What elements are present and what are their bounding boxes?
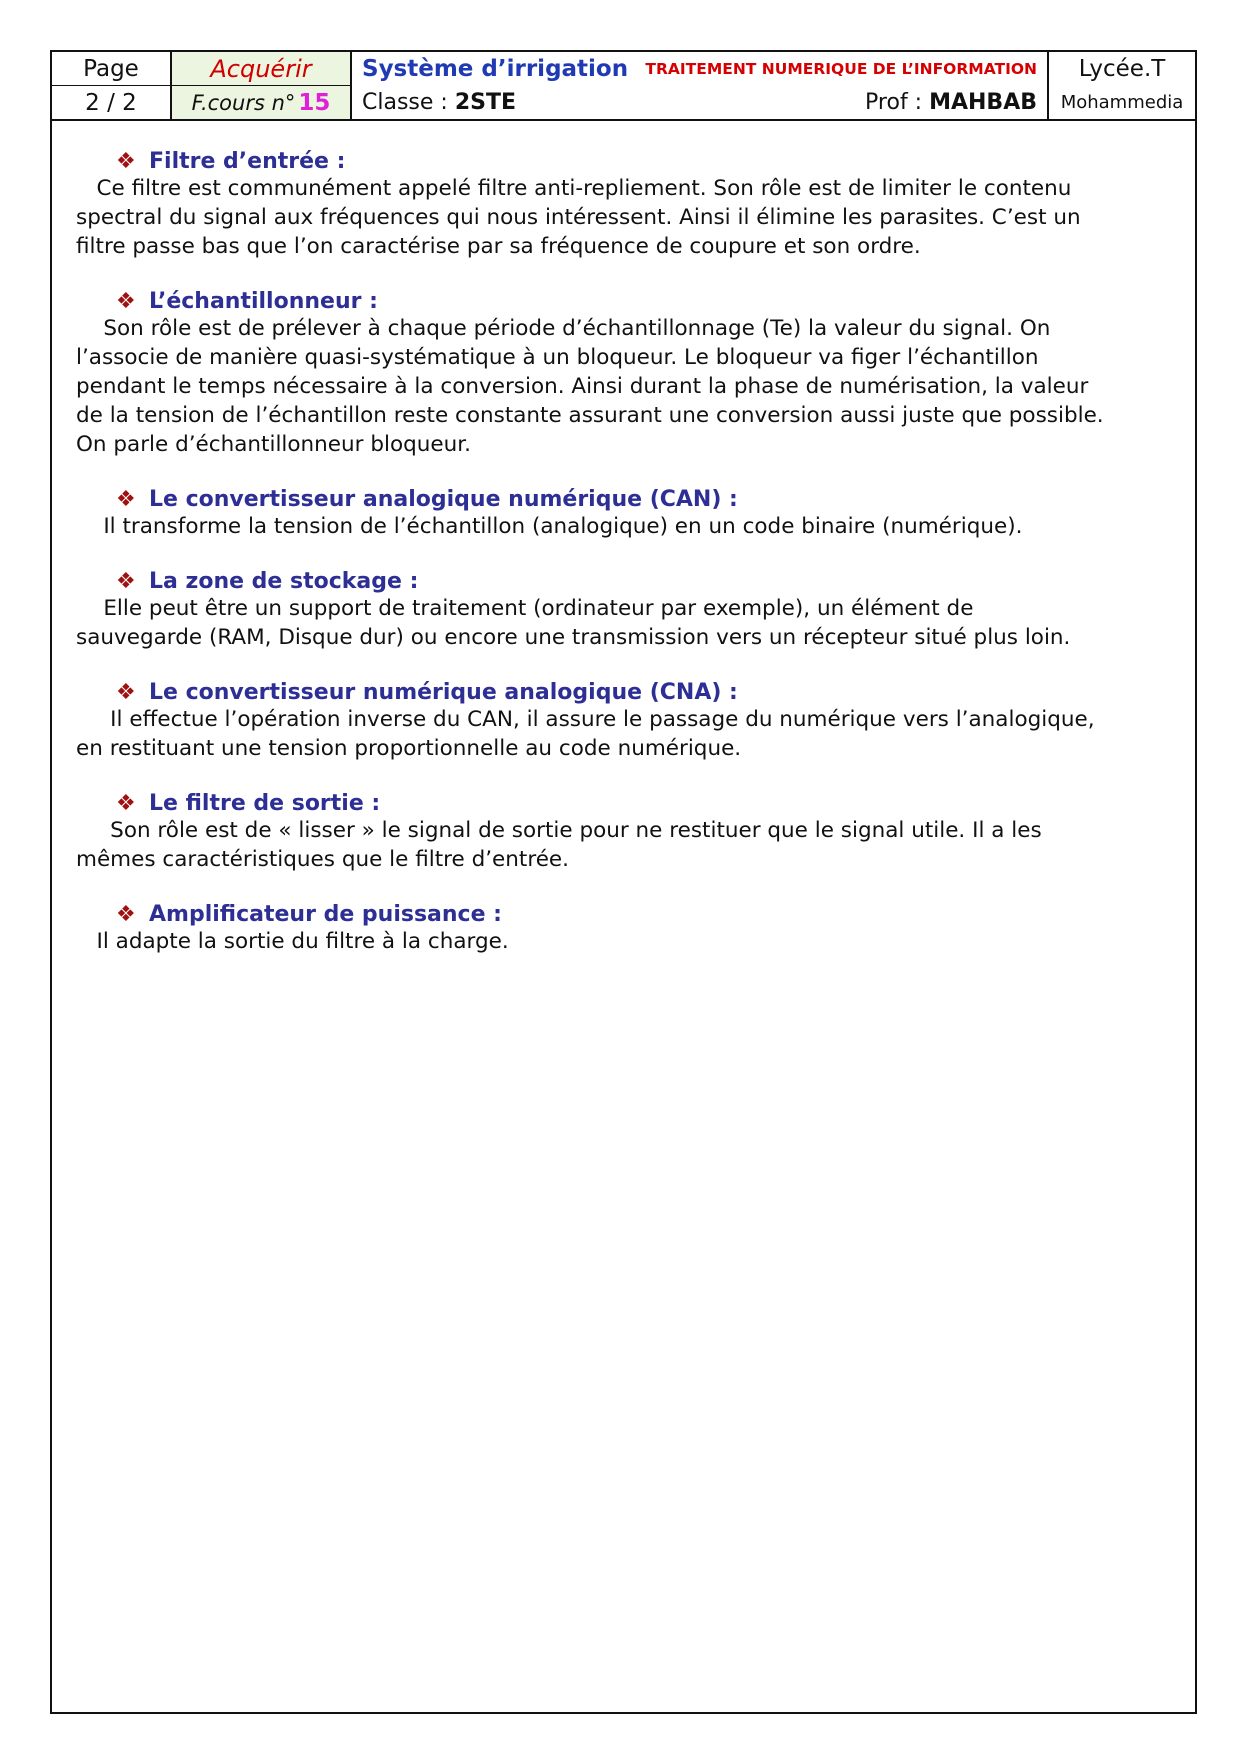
section-can [76, 487, 1226, 541]
section-amplificateur [76, 902, 1226, 956]
section-text: Son rôle est de « lisser » le signal de sortie pour ne restituer que le signal utile. Il a les mêmes caractéristiques que le filtre d’entrée. [76, 818, 1042, 872]
section-filtre-sortie [76, 791, 1226, 874]
section-text: Il transforme la tension de l’échantillon (analogique) en un code binaire (numérique). [76, 514, 1023, 539]
prof-label: Prof : [865, 89, 930, 115]
page-label: Page [83, 55, 139, 82]
fcours-label: F.cours n° [191, 90, 296, 115]
classe-info [362, 90, 516, 115]
section-title: Le convertisseur analogique numérique (CAN) : [149, 487, 738, 512]
section-title: Amplificateur de puissance : [149, 902, 502, 927]
prof-value: MAHBAB [929, 89, 1037, 115]
prof-info [865, 90, 1037, 115]
diamond-bullet-icon: ❖ [116, 569, 136, 594]
section-stockage [76, 569, 1226, 652]
section-text: Elle peut être un support de traitement (ordinateur par exemple), un élément de sauvegarde (RAM, Disque dur) ou encore une transmission vers un récepteur situé plus loin. [76, 596, 1071, 650]
diamond-bullet-icon: ❖ [116, 487, 136, 512]
section-title: Le filtre de sortie : [149, 791, 381, 816]
section-title: L’échantillonneur : [149, 289, 378, 314]
acquerir-cell [172, 52, 352, 119]
school-city: Mohammedia [1060, 91, 1184, 113]
section-echantillonneur [76, 289, 1226, 459]
chapter-title: TRAITEMENT NUMERIQUE DE L’INFORMATION [645, 59, 1037, 78]
acquerir-label: Acquérir [210, 54, 312, 83]
school-name: Lycée.T [1078, 55, 1166, 82]
section-filtre-entree [76, 149, 1226, 261]
header-table [52, 52, 1195, 121]
section-title: Filtre d’entrée : [149, 149, 346, 174]
page-frame [50, 50, 1197, 1714]
page-number: 2 / 2 [85, 89, 137, 116]
section-title: Le convertisseur numérique analogique (CNA) : [149, 680, 738, 705]
system-cell [352, 52, 1049, 119]
classe-value: 2STE [454, 89, 516, 115]
school-cell [1049, 52, 1195, 119]
section-text: Son rôle est de prélever à chaque période d’échantillonnage (Te) la valeur du signal. On l’associe de manière quasi-systématique à un bloqueur. Le bloqueur va figer l’échantillon pendant le temps nécessaire à la conversion. Ainsi durant la phase de numérisation, la valeur de la tension de l’échantillon reste constante assurant une conversion aussi juste que possible. On parle d’échantillonneur bloqueur. [76, 316, 1104, 457]
diamond-bullet-icon: ❖ [116, 289, 136, 314]
section-text: Ce filtre est communément appelé filtre anti-repliement. Son rôle est de limiter le contenu spectral du signal aux fréquences qui nous intéressent. Ainsi il élimine les parasites. C’est un filtre passe bas que l’on caractérise par sa fréquence de coupure et son ordre. [76, 176, 1081, 259]
section-text: Il adapte la sortie du filtre à la charge. [76, 929, 509, 954]
diamond-bullet-icon: ❖ [116, 791, 136, 816]
fcours-number: 15 [298, 89, 331, 116]
content [52, 121, 1226, 956]
section-title: La zone de stockage : [149, 569, 419, 594]
system-title: Système d’irrigation [362, 55, 629, 82]
page-cell [52, 52, 172, 119]
classe-label: Classe : [362, 89, 455, 115]
diamond-bullet-icon: ❖ [116, 149, 136, 174]
section-text: Il effectue l’opération inverse du CAN, il assure le passage du numérique vers l’analogique, en restituant une tension proportionnelle au code numérique. [76, 707, 1095, 761]
diamond-bullet-icon: ❖ [116, 680, 136, 705]
diamond-bullet-icon: ❖ [116, 902, 136, 927]
section-cna [76, 680, 1226, 763]
